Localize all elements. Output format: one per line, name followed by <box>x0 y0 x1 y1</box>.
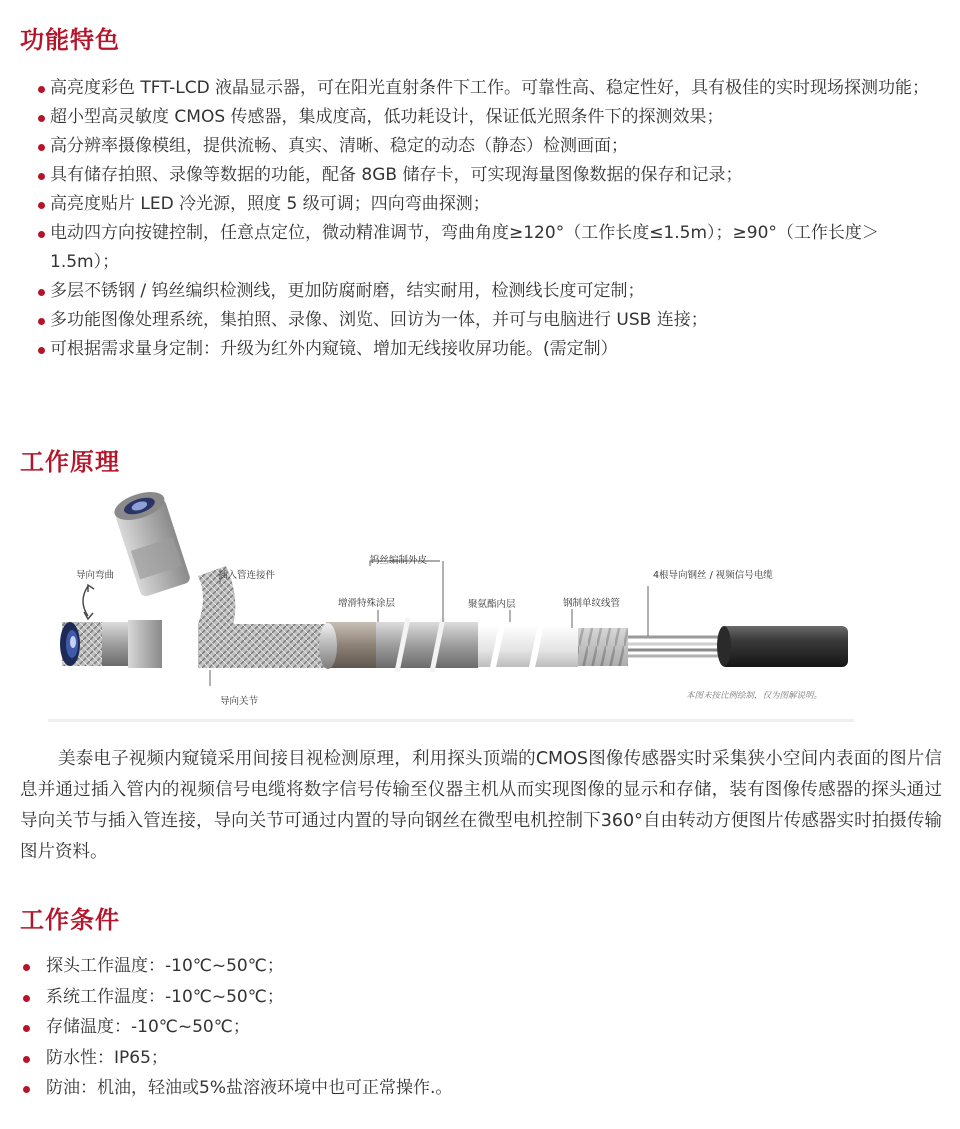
feature-text: 高亮度彩色 TFT-LCD 液晶显示器，可在阳光直射条件下工作。可靠性高、稳定性好，具有极佳的实时现场探测功能； <box>50 78 930 98</box>
label-braided-sheath: 钨丝编制外皮 <box>370 555 428 566</box>
condition-text: 防水性：IP65； <box>46 1047 168 1068</box>
probe-head-straight <box>60 620 162 668</box>
bullet-dot-icon <box>38 86 45 93</box>
condition-text: 探头工作温度：-10℃~50℃； <box>46 956 284 976</box>
bullet-dot-icon <box>38 318 45 325</box>
label-insert-connector: 插入管连接件 <box>218 570 276 581</box>
label-guide-joint: 导向关节 <box>220 696 259 707</box>
section-title-conditions: 工作条件 <box>20 906 120 934</box>
feature-item <box>20 306 945 335</box>
feature-text: 超小型高灵敏度 CMOS 传感器，集成度高，低功耗设计，保证低光照条件下的探测效果； <box>50 107 724 127</box>
label-lubricating-layer: 增滑特殊涂层 <box>338 598 396 609</box>
bullet-dot-icon <box>38 347 45 354</box>
feature-item <box>20 219 945 277</box>
condition-item <box>20 1043 945 1074</box>
label-polyurethane-layer: 聚氨酯内层 <box>468 599 516 610</box>
bullet-dot-icon <box>38 289 45 296</box>
section-title-principle: 工作原理 <box>20 448 120 476</box>
features-list <box>20 74 945 364</box>
bullet-dot-icon <box>23 1025 30 1032</box>
condition-item <box>20 951 945 982</box>
feature-item <box>20 74 945 103</box>
lubricating-coating-layer <box>368 622 478 668</box>
label-steel-wires: 4根导向钢丝 / 视频信号电缆 <box>653 570 773 581</box>
bullet-dot-icon <box>38 231 45 238</box>
feature-text: 多功能图像处理系统，集拍照、录像、浏览、回访为一体，并可与电脑进行 USB 连接； <box>50 310 708 330</box>
polyurethane-inner-layer <box>468 625 578 667</box>
probe-head-bent <box>111 487 191 598</box>
feature-item <box>20 103 945 132</box>
bullet-dot-icon <box>23 964 30 971</box>
condition-text: 系统工作温度：-10℃~50℃； <box>46 986 284 1007</box>
bullet-dot-icon <box>23 1056 30 1063</box>
bullet-dot-icon <box>23 1086 30 1093</box>
bullet-dot-icon <box>38 115 45 122</box>
label-guide-bend: 导向弯曲 <box>76 570 115 581</box>
principle-paragraph: 美泰电子视频内窥镜采用间接目视检测原理，利用探头顶端的CMOS图像传感器实时采集狭小空间内表面的图片信息并通过插入管内的视频信号电缆将数字信号传输至仪器主机从而实现图像的显示和存储，装有图像传感器的探头通过导向关节与插入管连接，导向关节可通过内置的导向钢丝在微型电机控制下360°自由转动方便图片传感器实时拍摄传输图片资料。 <box>20 749 942 862</box>
bullet-dot-icon <box>38 144 45 151</box>
label-steel-tube: 钢制单纹线管 <box>563 598 621 609</box>
feature-text: 高亮度贴片 LED 冷光源，照度 5 级可调；四向弯曲探测； <box>50 194 490 214</box>
diagram-divider <box>48 719 854 722</box>
section-title-features: 功能特色 <box>20 26 120 54</box>
feature-item <box>20 190 945 219</box>
braided-sheath <box>198 624 328 668</box>
bend-arrow-icon <box>83 586 88 616</box>
condition-text: 存储温度：-10℃~50℃； <box>46 1017 250 1037</box>
bullet-dot-icon <box>23 995 30 1002</box>
feature-item <box>20 277 945 306</box>
feature-text: 电动四方向按键控制，任意点定位，微动精准调节，弯曲角度≥120°（工作长度≤1.5m）；≥90°（工作长度＞1.5m）； <box>50 223 879 272</box>
feature-item <box>20 161 945 190</box>
feature-text: 具有储存拍照、录像等数据的功能，配备 8GB 储存卡，可实现海量图像数据的保存和记录； <box>50 165 743 185</box>
feature-text: 可根据需求量身定制：升级为红外内窥镜、增加无线接收屏功能。(需定制） <box>50 339 618 359</box>
feature-text: 高分辨率摄像模组，提供流畅、真实、清晰、稳定的动态（静态）检测画面； <box>50 136 628 156</box>
endoscope-structure-diagram <box>48 486 854 724</box>
video-signal-cable <box>720 626 848 667</box>
condition-item <box>20 982 945 1013</box>
bullet-dot-icon <box>38 173 45 180</box>
feature-text: 多层不锈钢 / 钨丝编织检测线，更加防腐耐磨，结实耐用，检测线长度可定制； <box>50 281 645 301</box>
feature-item <box>20 132 945 161</box>
conditions-list <box>20 951 945 1104</box>
condition-item <box>20 1012 945 1043</box>
condition-text: 防油：机油，轻油或5%盐溶液环境中也可正常操作.。 <box>46 1078 453 1098</box>
diagram-disclaimer: 本图未按比例绘制，仅为图解说明。 <box>686 691 823 701</box>
condition-item <box>20 1073 945 1104</box>
feature-item <box>20 335 945 364</box>
bullet-dot-icon <box>38 202 45 209</box>
